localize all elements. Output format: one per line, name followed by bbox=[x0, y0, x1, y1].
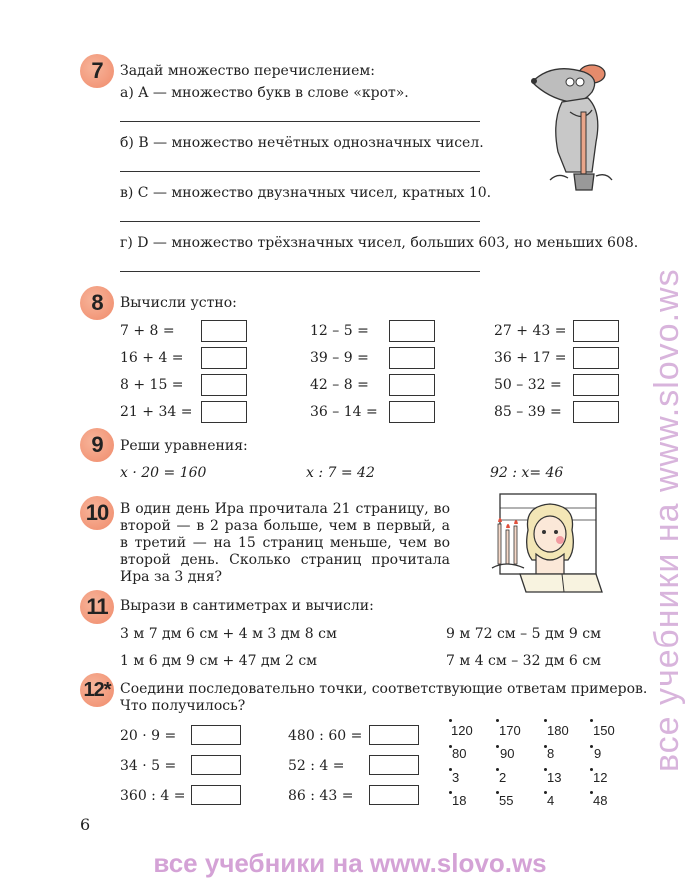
dot[interactable] bbox=[449, 719, 452, 722]
dot-label: 150 bbox=[593, 723, 615, 738]
task-9-number bbox=[80, 428, 114, 462]
expr-12-1-1: 20 · 9 = bbox=[120, 728, 177, 744]
dot[interactable] bbox=[544, 719, 547, 722]
task-7-a: а) A — множество букв в слове «крот». bbox=[120, 85, 409, 101]
dot[interactable] bbox=[590, 719, 593, 722]
task-7-title: Задай множество перечислением: bbox=[120, 63, 376, 79]
task-8-number bbox=[80, 286, 114, 320]
equation-3: 92 : x= 46 bbox=[490, 465, 564, 481]
task-7-b: б) B — множество нечётных однозначных чисел. bbox=[120, 135, 484, 151]
task-12-title-line2: Что получилось? bbox=[120, 698, 246, 714]
equation-2: x : 7 = 42 bbox=[306, 465, 375, 481]
answer-box[interactable] bbox=[191, 785, 241, 805]
answer-box[interactable] bbox=[191, 755, 241, 775]
answer-box[interactable] bbox=[369, 755, 419, 775]
expr-8-2-2: 39 – 9 = bbox=[310, 350, 369, 366]
expr-8-3-4: 85 – 39 = bbox=[494, 404, 562, 420]
task-11-number bbox=[80, 590, 114, 624]
answer-line-a[interactable] bbox=[120, 121, 480, 122]
expr-12-1-3: 360 : 4 = bbox=[120, 788, 186, 804]
dot-label: 80 bbox=[452, 746, 467, 761]
task-11-row2-a: 1 м 6 дм 9 см + 47 дм 2 см bbox=[120, 653, 318, 669]
answer-box[interactable] bbox=[573, 374, 619, 396]
expr-8-2-3: 42 – 8 = bbox=[310, 377, 369, 393]
task-11-title: Вырази в сантиметрах и вычисли: bbox=[120, 598, 374, 614]
answer-line-b[interactable] bbox=[120, 171, 480, 172]
dot-label: 180 bbox=[547, 723, 569, 738]
expr-8-3-1: 27 + 43 = bbox=[494, 323, 567, 339]
expr-8-3-2: 36 + 17 = bbox=[494, 350, 567, 366]
dot[interactable] bbox=[496, 745, 499, 748]
expr-8-1-3: 8 + 15 = bbox=[120, 377, 184, 393]
answer-box[interactable] bbox=[191, 725, 241, 745]
answer-line-c[interactable] bbox=[120, 221, 480, 222]
expr-8-1-4: 21 + 34 = bbox=[120, 404, 193, 420]
dot[interactable] bbox=[496, 719, 499, 722]
bottom-watermark: все учебники на www.slovo.ws bbox=[153, 848, 547, 878]
answer-box[interactable] bbox=[201, 374, 247, 396]
expr-12-2-2: 52 : 4 = bbox=[288, 758, 345, 774]
answer-box[interactable] bbox=[201, 401, 247, 423]
task-9-number-text: 9 bbox=[91, 432, 103, 457]
dot[interactable] bbox=[590, 745, 593, 748]
dot-label: 3 bbox=[452, 770, 460, 785]
answer-box[interactable] bbox=[573, 320, 619, 342]
answer-box[interactable] bbox=[573, 347, 619, 369]
mole-illustration bbox=[522, 52, 622, 194]
dot-label: 12 bbox=[593, 770, 608, 785]
answer-box[interactable] bbox=[389, 401, 435, 423]
expr-8-1-1: 7 + 8 = bbox=[120, 323, 175, 339]
expr-8-1-2: 16 + 4 = bbox=[120, 350, 184, 366]
dot-label: 8 bbox=[547, 746, 555, 761]
answer-box[interactable] bbox=[369, 785, 419, 805]
task-10-number bbox=[80, 496, 114, 530]
answer-box[interactable] bbox=[389, 374, 435, 396]
dot-label: 120 bbox=[451, 723, 473, 738]
dot-label: 4 bbox=[547, 793, 555, 808]
dot-label: 90 bbox=[500, 746, 515, 761]
task-7-number bbox=[80, 54, 114, 88]
answer-box[interactable] bbox=[201, 347, 247, 369]
answer-box[interactable] bbox=[389, 347, 435, 369]
answer-box[interactable] bbox=[573, 401, 619, 423]
task-7-c: в) C — множество двузначных чисел, кратных 10. bbox=[120, 185, 492, 201]
task-11-row1-a: 3 м 7 дм 6 см + 4 м 3 дм 8 см bbox=[120, 626, 337, 642]
answer-box[interactable] bbox=[369, 725, 419, 745]
expr-8-2-1: 12 – 5 = bbox=[310, 323, 369, 339]
side-watermark: все учебники на www.slovo.ws bbox=[648, 268, 686, 772]
dot-label: 18 bbox=[452, 793, 467, 808]
task-10-text: В один день Ира прочитала 21 страницу, во второй — в 2 раза больше, чем в первый, а в третий — на 15 страниц меньше, чем во второй день. Сколько страниц прочитала Ира за 3 дня? bbox=[120, 501, 450, 585]
dot-label: 170 bbox=[499, 723, 521, 738]
task-11-row1-b: 9 м 72 см – 5 дм 9 см bbox=[446, 626, 601, 642]
task-12-number-text: 12* bbox=[83, 678, 111, 701]
expr-8-3-3: 50 – 32 = bbox=[494, 377, 562, 393]
task-12-title-line1: Соедини последовательно точки, соответствующие ответам примеров. bbox=[120, 681, 648, 697]
dot-label: 2 bbox=[499, 770, 507, 785]
page-number: 6 bbox=[80, 815, 91, 834]
task-8-number-text: 8 bbox=[91, 290, 103, 315]
task-7-number-text: 7 bbox=[91, 58, 103, 83]
answer-box[interactable] bbox=[389, 320, 435, 342]
dot-label: 48 bbox=[593, 793, 608, 808]
task-8-title: Вычисли устно: bbox=[120, 295, 237, 311]
task-11-number-text: 11 bbox=[86, 594, 108, 619]
dot-label: 13 bbox=[547, 770, 562, 785]
equation-1: x · 20 = 160 bbox=[120, 465, 207, 481]
expr-12-2-1: 480 : 60 = bbox=[288, 728, 363, 744]
answer-line-d[interactable] bbox=[120, 271, 480, 272]
answer-box[interactable] bbox=[201, 320, 247, 342]
expr-8-2-4: 36 – 14 = bbox=[310, 404, 378, 420]
girl-reading-illustration bbox=[484, 490, 604, 598]
task-9-title: Реши уравнения: bbox=[120, 438, 248, 454]
dot-label: 55 bbox=[499, 793, 514, 808]
task-12-number bbox=[80, 673, 114, 707]
task-11-row2-b: 7 м 4 см – 32 дм 6 см bbox=[446, 653, 601, 669]
task-10-number-text: 10 bbox=[85, 500, 109, 525]
expr-12-2-3: 86 : 43 = bbox=[288, 788, 354, 804]
dot-label: 9 bbox=[594, 746, 602, 761]
expr-12-1-2: 34 · 5 = bbox=[120, 758, 177, 774]
task-7-d: г) D — множество трёхзначных чисел, больших 603, но меньших 608. bbox=[120, 235, 639, 251]
